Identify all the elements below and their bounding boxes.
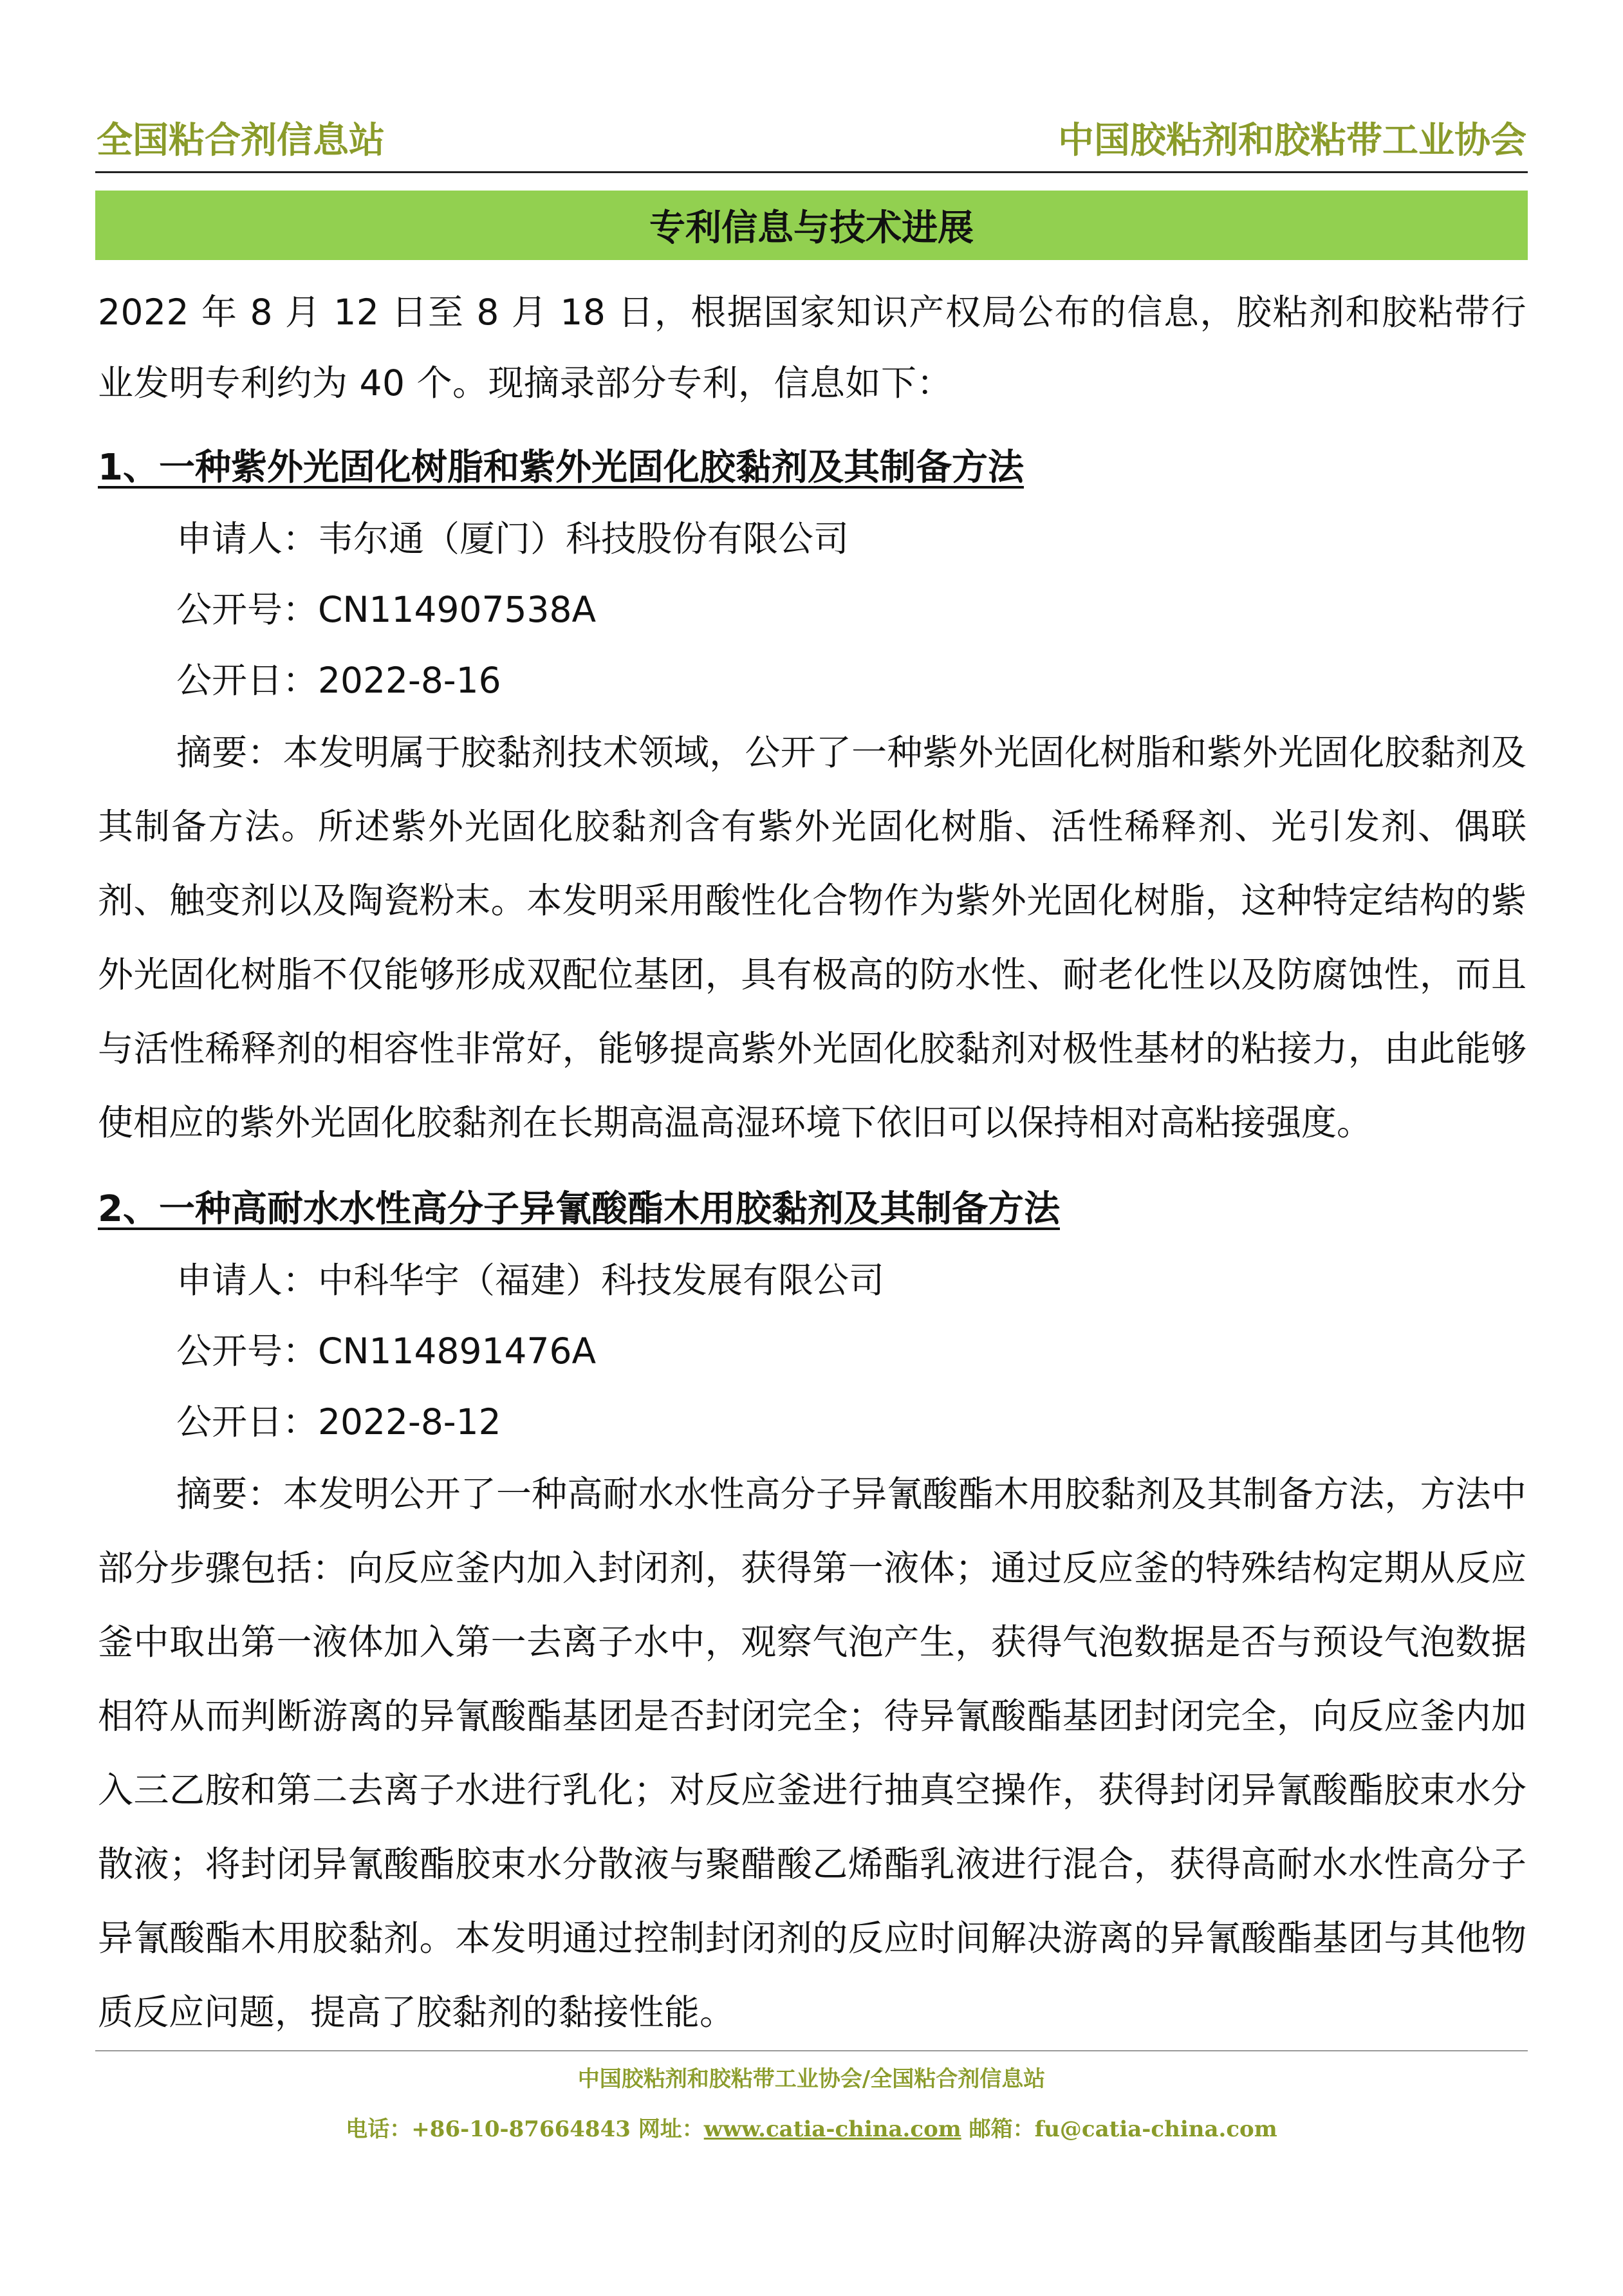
patent-publication-date: 公开日：2022-8-12 xyxy=(176,1401,501,1442)
patent-publication-number: 公开号：CN114891476A xyxy=(176,1330,597,1372)
patent-applicant: 申请人：中科华宇（福建）科技发展有限公司 xyxy=(176,1260,885,1301)
footer-website-link[interactable]: www.catia-china.com xyxy=(703,2116,961,2142)
section-banner xyxy=(95,191,1528,260)
patent-publication-number: 公开号：CN114907538A xyxy=(176,589,597,630)
footer-phone: 电话：+86-10-87664843 网址： xyxy=(346,2116,704,2142)
document-body xyxy=(98,277,1526,2049)
patent-applicant: 申请人：韦尔通（厦门）科技股份有限公司 xyxy=(176,518,849,559)
header-right-title: 中国胶粘剂和胶粘带工业协会 xyxy=(1058,119,1526,162)
footer-organization: 中国胶粘剂和胶粘带工业协会/全国粘合剂信息站 xyxy=(577,2066,1046,2092)
header-left-title: 全国粘合剂信息站 xyxy=(97,119,385,162)
patent-abstract: 摘要：本发明公开了一种高耐水水性高分子异氰酸酯木用胶黏剂及其制备方法，方法中部分步骤包括：向反应釜内加入封闭剂，获得第一液体；通过反应釜的特殊结构定期从反应釜中取出第一液体加入第一去离子水中，观察气泡产生，获得气泡数据是否与预设气泡数据相符从而判断游离的异氰酸酯基团是否封闭完全；待异氰酸酯基团封闭完全，向反应釜内加入三乙胺和第二去离子水进行乳化；对反应釜进行抽真空操作，获得封闭异氰酸酯胶束水分散液；将封闭异氰酸酯胶束水分散液与聚醋酸乙烯酯乳液进行混合，获得高耐水水性高分子异氰酸酯木用胶黏剂。本发明通过控制封闭剂的反应时间解决游离的异氰酸酯基团与其他物质反应问题，提高了胶黏剂的黏接性能。 xyxy=(98,1473,1526,2033)
banner-title: 专利信息与技术进展 xyxy=(649,207,974,249)
intro-paragraph: 2022 年 8 月 12 日至 8 月 18 日，根据国家知识产权局公布的信息，胶粘剂和胶粘带行业发明专利约为 40 个。现摘录部分专利，信息如下： xyxy=(98,292,1526,404)
footer-contact xyxy=(0,2110,1623,2149)
patent-abstract: 摘要：本发明属于胶黏剂技术领域，公开了一种紫外光固化树脂和紫外光固化胶黏剂及其制备方法。所述紫外光固化胶黏剂含有紫外光固化树脂、活性稀释剂、光引发剂、偶联剂、触变剂以及陶瓷粉末。本发明采用酸性化合物作为紫外光固化树脂，这种特定结构的紫外光固化树脂不仅能够形成双配位基团，具有极高的防水性、耐老化性以及防腐蚀性，而且与活性稀释剂的相容性非常好，能够提高紫外光固化胶黏剂对极性基材的粘接力，由此能够使相应的紫外光固化胶黏剂在长期高温高湿环境下依旧可以保持相对高粘接强度。 xyxy=(98,732,1526,1143)
patent-item xyxy=(98,1174,1526,2049)
patent-publication-date: 公开日：2022-8-16 xyxy=(176,660,501,701)
patent-title xyxy=(98,1174,1526,1245)
patent-item xyxy=(98,433,1526,1160)
footer-email: 邮箱：fu@catia-china.com xyxy=(961,2116,1277,2142)
header-divider xyxy=(95,171,1528,173)
patent-title xyxy=(98,433,1526,503)
patent-title-text: 1、一种紫外光固化树脂和紫外光固化胶黏剂及其制备方法 xyxy=(98,447,1024,489)
footer-divider xyxy=(95,2050,1528,2051)
patent-title-text: 2、一种高耐水水性高分子异氰酸酯木用胶黏剂及其制备方法 xyxy=(98,1188,1060,1230)
